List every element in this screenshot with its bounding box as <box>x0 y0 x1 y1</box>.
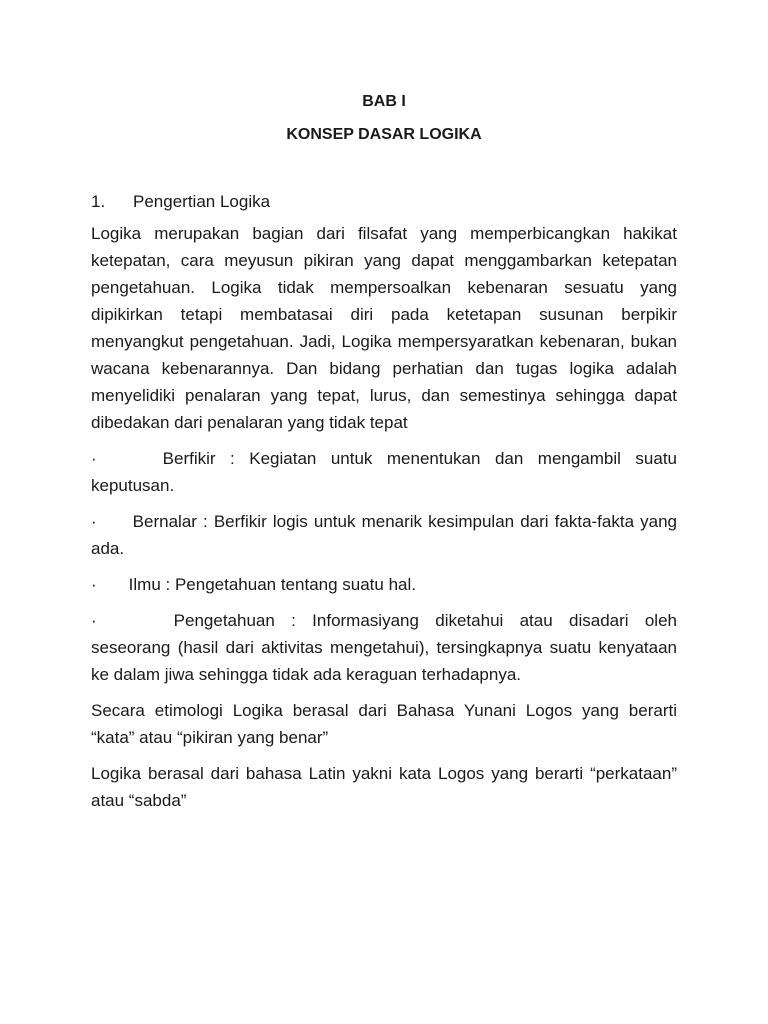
paragraph-latin: Logika berasal dari bahasa Latin yakni kata Logos yang berarti “perkataan” atau “sabda” <box>91 764 677 810</box>
section-heading <box>91 192 677 212</box>
bullet-text: Pengetahuan : Informasiyang diketahui atau disadari oleh seseorang (hasil dari aktivitas mengetahui), tersingkapnya suatu kenyataan ke dalam jiwa sehingga tidak ada keraguan terhadapnya. <box>91 611 677 684</box>
section-title: Pengertian Logika <box>133 192 271 211</box>
bullet-item-bernalar <box>91 508 677 562</box>
chapter-label: BAB I <box>362 93 406 110</box>
bullet-text: Ilmu : Pengetahuan tentang suatu hal. <box>128 575 416 594</box>
bullet-item-pengetahuan <box>91 607 677 688</box>
section-number: 1. <box>91 192 106 211</box>
bullet-marker: · <box>91 575 97 594</box>
bullet-marker: · <box>91 449 97 468</box>
bullet-marker: · <box>91 512 97 531</box>
bullet-marker: · <box>91 611 97 630</box>
bullet-item-berfikir <box>91 445 677 499</box>
bullet-text: Berfikir : Kegiatan untuk menentukan dan mengambil suatu keputusan. <box>91 449 677 495</box>
bullet-item-ilmu <box>91 571 677 598</box>
paragraph-intro: Logika merupakan bagian dari filsafat yang memperbicangkan hakikat ketepatan, cara meyusun pikiran yang dapat menggambarkan ketepatan pengetahuan. Logika tidak mempersoalkan kebenaran sesuatu yang dipikirkan tetapi membatasai diri pada ketetapan susunan berpikir menyangkut pengetahuan. Jadi, Logika mempersyaratkan kebenaran, bukan wacana kebenarannya. Dan bidang perhatian dan tugas logika adalah menyelidiki penalaran yang tepat, lurus, dan semestinya sehingga dapat dibedakan dari penalaran yang tidak tepat <box>91 224 677 432</box>
document-page <box>91 92 677 823</box>
chapter-title: KONSEP DASAR LOGIKA <box>286 126 482 143</box>
bullet-text: Bernalar : Berfikir logis untuk menarik kesimpulan dari fakta-fakta yang ada. <box>91 512 677 558</box>
paragraph-etimologi: Secara etimologi Logika berasal dari Bahasa Yunani Logos yang berarti “kata” atau “pikiran yang benar” <box>91 701 677 747</box>
